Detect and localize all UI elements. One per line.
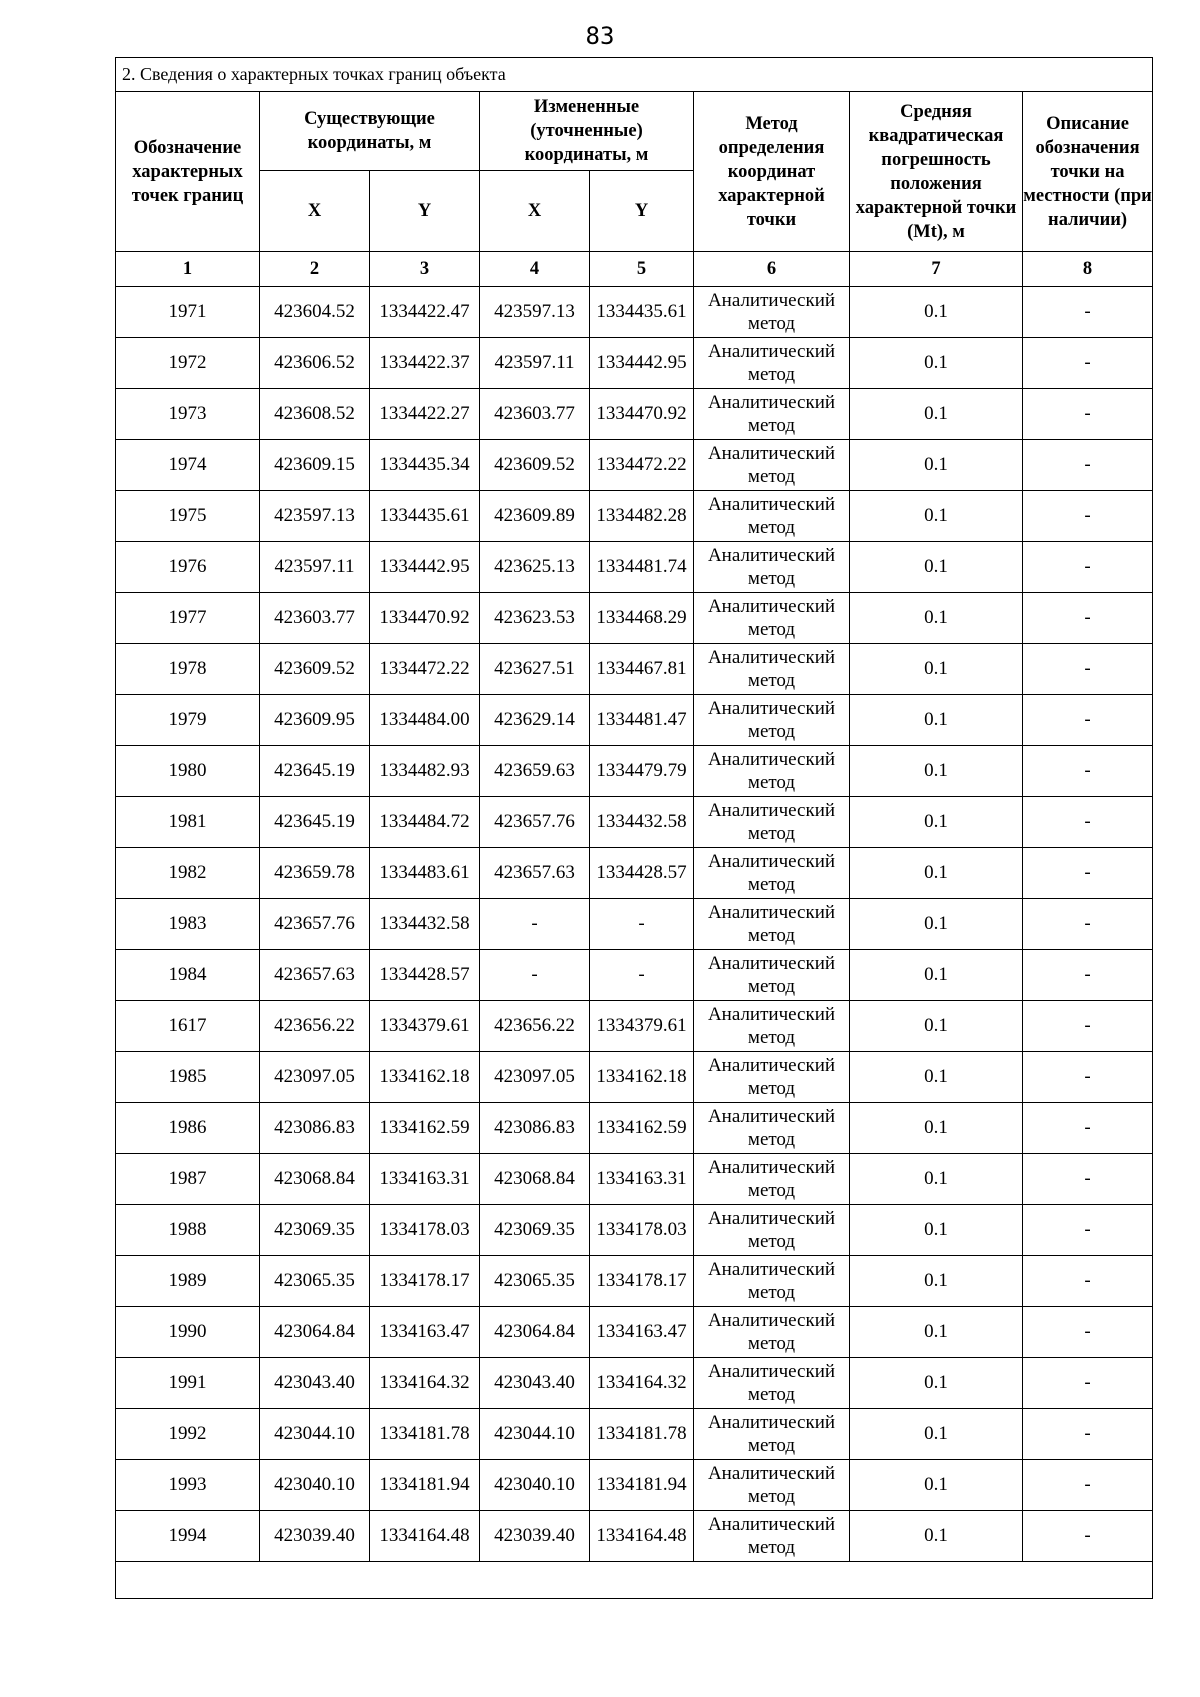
header-point-designation: Обозначение характерных точек границ [116, 92, 260, 252]
table-row [116, 1256, 1153, 1307]
existing-y-cell: 1334163.31 [370, 1154, 480, 1205]
point-cell: 1986 [116, 1103, 260, 1154]
point-cell: 1981 [116, 797, 260, 848]
method-cell [694, 695, 850, 746]
existing-x-cell: 423603.77 [260, 593, 370, 644]
error-cell: 0.1 [850, 1307, 1023, 1358]
method-cell [694, 1256, 850, 1307]
existing-y-cell: 1334483.61 [370, 848, 480, 899]
changed-y-cell: 1334178.03 [590, 1205, 694, 1256]
existing-x-cell: 423609.95 [260, 695, 370, 746]
changed-x-cell: 423597.11 [480, 338, 590, 389]
method-line: Аналитический [707, 800, 836, 821]
page-number: 83 [585, 22, 615, 50]
header-changed-coords: Измененные (уточненные) координаты, м [480, 92, 694, 171]
point-cell: 1974 [116, 440, 260, 491]
method-line: Аналитический [707, 698, 836, 719]
error-cell: 0.1 [850, 1460, 1023, 1511]
changed-x-cell: 423068.84 [480, 1154, 590, 1205]
existing-y-cell: 1334162.18 [370, 1052, 480, 1103]
method-line: Аналитический [707, 341, 836, 362]
error-cell: 0.1 [850, 1256, 1023, 1307]
method-line: метод [747, 1078, 796, 1099]
method-line: Аналитический [707, 1004, 836, 1025]
changed-y-cell: 1334162.18 [590, 1052, 694, 1103]
existing-x-cell: 423597.11 [260, 542, 370, 593]
method-line: метод [747, 1180, 796, 1201]
point-cell: 1992 [116, 1409, 260, 1460]
method-cell [694, 593, 850, 644]
existing-x-cell: 423656.22 [260, 1001, 370, 1052]
method-cell [694, 899, 850, 950]
changed-y-cell: 1334428.57 [590, 848, 694, 899]
table-row [116, 1307, 1153, 1358]
table-row [116, 491, 1153, 542]
column-number-row [116, 252, 1153, 287]
empty-cell [116, 1562, 1153, 1599]
existing-y-cell: 1334164.32 [370, 1358, 480, 1409]
existing-x-cell: 423044.10 [260, 1409, 370, 1460]
changed-x-cell: - [480, 950, 590, 1001]
changed-y-cell: 1334482.28 [590, 491, 694, 542]
table-row [116, 644, 1153, 695]
description-cell: - [1023, 389, 1153, 440]
method-cell [694, 797, 850, 848]
method-line: Аналитический [707, 392, 836, 413]
description-cell: - [1023, 797, 1153, 848]
method-line: метод [747, 874, 796, 895]
error-cell: 0.1 [850, 1052, 1023, 1103]
column-number: 8 [1023, 252, 1153, 287]
changed-y-cell: 1334472.22 [590, 440, 694, 491]
changed-y-cell: 1334468.29 [590, 593, 694, 644]
method-cell [694, 1103, 850, 1154]
method-line: метод [747, 364, 796, 385]
method-line: метод [747, 1384, 796, 1405]
point-cell: 1984 [116, 950, 260, 1001]
changed-y-cell: 1334435.61 [590, 287, 694, 338]
method-line: Аналитический [707, 1310, 836, 1331]
error-cell: 0.1 [850, 1154, 1023, 1205]
changed-x-cell: 423627.51 [480, 644, 590, 695]
method-line: метод [747, 619, 796, 640]
changed-x-cell: 423603.77 [480, 389, 590, 440]
existing-x-cell: 423657.63 [260, 950, 370, 1001]
header-changed-y: Y [590, 171, 694, 252]
changed-x-cell: 423064.84 [480, 1307, 590, 1358]
existing-y-cell: 1334484.72 [370, 797, 480, 848]
existing-y-cell: 1334162.59 [370, 1103, 480, 1154]
changed-y-cell: 1334181.94 [590, 1460, 694, 1511]
changed-x-cell: 423097.05 [480, 1052, 590, 1103]
changed-x-cell: 423597.13 [480, 287, 590, 338]
existing-x-cell: 423097.05 [260, 1052, 370, 1103]
table-row [116, 848, 1153, 899]
method-line: метод [747, 721, 796, 742]
existing-x-cell: 423609.52 [260, 644, 370, 695]
method-line: Аналитический [707, 1514, 836, 1535]
method-cell [694, 1460, 850, 1511]
changed-y-cell: 1334178.17 [590, 1256, 694, 1307]
changed-y-cell: 1334481.74 [590, 542, 694, 593]
method-cell [694, 1001, 850, 1052]
existing-y-cell: 1334470.92 [370, 593, 480, 644]
method-line: Аналитический [707, 1361, 836, 1382]
table-row [116, 440, 1153, 491]
existing-y-cell: 1334432.58 [370, 899, 480, 950]
method-cell [694, 848, 850, 899]
header-existing-x: X [260, 171, 370, 252]
method-line: метод [747, 466, 796, 487]
method-line: метод [747, 976, 796, 997]
changed-y-cell: 1334479.79 [590, 746, 694, 797]
error-cell: 0.1 [850, 1409, 1023, 1460]
error-cell: 0.1 [850, 440, 1023, 491]
existing-y-cell: 1334442.95 [370, 542, 480, 593]
column-number: 7 [850, 252, 1023, 287]
existing-x-cell: 423645.19 [260, 746, 370, 797]
method-line: Аналитический [707, 1106, 836, 1127]
method-line: метод [747, 1231, 796, 1252]
table-row [116, 1511, 1153, 1562]
point-cell: 1976 [116, 542, 260, 593]
header-error: Средняя квадратическая погрешность положения характерной точки (Mt), м [850, 92, 1023, 252]
description-cell: - [1023, 1205, 1153, 1256]
method-line: Аналитический [707, 749, 836, 770]
changed-x-cell: 423609.89 [480, 491, 590, 542]
error-cell: 0.1 [850, 1358, 1023, 1409]
changed-x-cell: 423625.13 [480, 542, 590, 593]
changed-x-cell: 423657.63 [480, 848, 590, 899]
changed-y-cell: 1334162.59 [590, 1103, 694, 1154]
method-line: Аналитический [707, 1412, 836, 1433]
table-row [116, 1460, 1153, 1511]
existing-y-cell: 1334164.48 [370, 1511, 480, 1562]
table-row [116, 797, 1153, 848]
method-cell [694, 644, 850, 695]
error-cell: 0.1 [850, 287, 1023, 338]
changed-y-cell: 1334163.47 [590, 1307, 694, 1358]
error-cell: 0.1 [850, 695, 1023, 746]
description-cell: - [1023, 593, 1153, 644]
description-cell: - [1023, 338, 1153, 389]
changed-x-cell: 423044.10 [480, 1409, 590, 1460]
changed-y-cell: - [590, 950, 694, 1001]
description-cell: - [1023, 1103, 1153, 1154]
point-cell: 1971 [116, 287, 260, 338]
existing-y-cell: 1334435.61 [370, 491, 480, 542]
point-cell: 1972 [116, 338, 260, 389]
method-cell [694, 287, 850, 338]
error-cell: 0.1 [850, 950, 1023, 1001]
existing-x-cell: 423645.19 [260, 797, 370, 848]
point-cell: 1988 [116, 1205, 260, 1256]
description-cell: - [1023, 542, 1153, 593]
method-line: Аналитический [707, 1259, 836, 1280]
error-cell: 0.1 [850, 338, 1023, 389]
description-cell: - [1023, 1256, 1153, 1307]
description-cell: - [1023, 746, 1153, 797]
method-line: Аналитический [707, 443, 836, 464]
description-cell: - [1023, 1052, 1153, 1103]
boundary-points-table [115, 57, 1153, 1599]
table-row [116, 542, 1153, 593]
table-row [116, 950, 1153, 1001]
point-cell: 1973 [116, 389, 260, 440]
method-cell [694, 542, 850, 593]
method-line: метод [747, 1282, 796, 1303]
table-row [116, 1409, 1153, 1460]
description-cell: - [1023, 287, 1153, 338]
method-line: метод [747, 823, 796, 844]
header-description: Описание обозначения точки на местности (при наличии) [1023, 92, 1153, 252]
existing-y-cell: 1334379.61 [370, 1001, 480, 1052]
existing-x-cell: 423659.78 [260, 848, 370, 899]
changed-x-cell: 423043.40 [480, 1358, 590, 1409]
changed-x-cell: 423039.40 [480, 1511, 590, 1562]
method-line: метод [747, 313, 796, 334]
existing-y-cell: 1334428.57 [370, 950, 480, 1001]
existing-y-cell: 1334435.34 [370, 440, 480, 491]
description-cell: - [1023, 491, 1153, 542]
changed-y-cell: 1334481.47 [590, 695, 694, 746]
column-number: 5 [590, 252, 694, 287]
existing-y-cell: 1334163.47 [370, 1307, 480, 1358]
section-title: 2. Сведения о характерных точках границ объекта [116, 58, 1153, 92]
header-existing-coords: Существующие координаты, м [260, 92, 480, 171]
point-cell: 1977 [116, 593, 260, 644]
changed-y-cell: 1334442.95 [590, 338, 694, 389]
table-row [116, 389, 1153, 440]
existing-y-cell: 1334422.27 [370, 389, 480, 440]
method-line: Аналитический [707, 851, 836, 872]
description-cell: - [1023, 1358, 1153, 1409]
changed-y-cell: 1334432.58 [590, 797, 694, 848]
existing-y-cell: 1334484.00 [370, 695, 480, 746]
column-number: 2 [260, 252, 370, 287]
point-cell: 1979 [116, 695, 260, 746]
point-cell: 1991 [116, 1358, 260, 1409]
description-cell: - [1023, 950, 1153, 1001]
point-cell: 1987 [116, 1154, 260, 1205]
existing-x-cell: 423069.35 [260, 1205, 370, 1256]
error-cell: 0.1 [850, 899, 1023, 950]
error-cell: 0.1 [850, 848, 1023, 899]
error-cell: 0.1 [850, 389, 1023, 440]
error-cell: 0.1 [850, 491, 1023, 542]
table-row [116, 1052, 1153, 1103]
changed-x-cell: 423069.35 [480, 1205, 590, 1256]
point-cell: 1990 [116, 1307, 260, 1358]
point-cell: 1975 [116, 491, 260, 542]
point-cell: 1994 [116, 1511, 260, 1562]
table-row [116, 1205, 1153, 1256]
changed-x-cell: 423659.63 [480, 746, 590, 797]
method-line: Аналитический [707, 902, 836, 923]
method-line: метод [747, 568, 796, 589]
method-line: метод [747, 925, 796, 946]
table-row [116, 1358, 1153, 1409]
description-cell: - [1023, 695, 1153, 746]
existing-x-cell: 423043.40 [260, 1358, 370, 1409]
column-number: 1 [116, 252, 260, 287]
changed-x-cell: 423656.22 [480, 1001, 590, 1052]
method-line: Аналитический [707, 1463, 836, 1484]
table-row [116, 287, 1153, 338]
description-cell: - [1023, 644, 1153, 695]
changed-y-cell: 1334470.92 [590, 389, 694, 440]
method-cell [694, 1511, 850, 1562]
error-cell: 0.1 [850, 1205, 1023, 1256]
existing-y-cell: 1334422.47 [370, 287, 480, 338]
existing-x-cell: 423609.15 [260, 440, 370, 491]
method-line: Аналитический [707, 953, 836, 974]
table-row [116, 1103, 1153, 1154]
description-cell: - [1023, 1511, 1153, 1562]
point-cell: 1993 [116, 1460, 260, 1511]
description-cell: - [1023, 440, 1153, 491]
changed-y-cell: 1334164.48 [590, 1511, 694, 1562]
method-line: Аналитический [707, 1055, 836, 1076]
point-cell: 1989 [116, 1256, 260, 1307]
existing-y-cell: 1334482.93 [370, 746, 480, 797]
existing-x-cell: 423606.52 [260, 338, 370, 389]
existing-y-cell: 1334472.22 [370, 644, 480, 695]
table-row [116, 338, 1153, 389]
description-cell: - [1023, 1409, 1153, 1460]
method-line: Аналитический [707, 1208, 836, 1229]
error-cell: 0.1 [850, 644, 1023, 695]
changed-y-cell: 1334379.61 [590, 1001, 694, 1052]
changed-x-cell: 423609.52 [480, 440, 590, 491]
method-line: метод [747, 772, 796, 793]
method-cell [694, 1052, 850, 1103]
point-cell: 1982 [116, 848, 260, 899]
changed-x-cell: 423657.76 [480, 797, 590, 848]
method-line: метод [747, 1486, 796, 1507]
description-cell: - [1023, 899, 1153, 950]
point-cell: 1985 [116, 1052, 260, 1103]
existing-y-cell: 1334181.94 [370, 1460, 480, 1511]
method-line: метод [747, 415, 796, 436]
method-cell [694, 1358, 850, 1409]
column-number: 3 [370, 252, 480, 287]
error-cell: 0.1 [850, 593, 1023, 644]
method-cell [694, 1205, 850, 1256]
method-line: Аналитический [707, 647, 836, 668]
changed-x-cell: 423065.35 [480, 1256, 590, 1307]
method-cell [694, 1307, 850, 1358]
existing-x-cell: 423657.76 [260, 899, 370, 950]
method-line: Аналитический [707, 545, 836, 566]
error-cell: 0.1 [850, 797, 1023, 848]
existing-x-cell: 423608.52 [260, 389, 370, 440]
table-row [116, 1154, 1153, 1205]
existing-y-cell: 1334422.37 [370, 338, 480, 389]
column-number: 6 [694, 252, 850, 287]
description-cell: - [1023, 1307, 1153, 1358]
existing-x-cell: 423064.84 [260, 1307, 370, 1358]
table-row [116, 695, 1153, 746]
existing-x-cell: 423068.84 [260, 1154, 370, 1205]
table-row [116, 746, 1153, 797]
existing-x-cell: 423065.35 [260, 1256, 370, 1307]
error-cell: 0.1 [850, 1103, 1023, 1154]
header-changed-x: X [480, 171, 590, 252]
error-cell: 0.1 [850, 1511, 1023, 1562]
existing-x-cell: 423040.10 [260, 1460, 370, 1511]
changed-y-cell: - [590, 899, 694, 950]
point-cell: 1617 [116, 1001, 260, 1052]
method-cell [694, 950, 850, 1001]
changed-y-cell: 1334163.31 [590, 1154, 694, 1205]
method-line: метод [747, 1435, 796, 1456]
existing-y-cell: 1334178.17 [370, 1256, 480, 1307]
changed-y-cell: 1334467.81 [590, 644, 694, 695]
error-cell: 0.1 [850, 542, 1023, 593]
table-row [116, 593, 1153, 644]
changed-y-cell: 1334181.78 [590, 1409, 694, 1460]
method-line: Аналитический [707, 290, 836, 311]
method-cell [694, 1154, 850, 1205]
method-line: метод [747, 1333, 796, 1354]
description-cell: - [1023, 1154, 1153, 1205]
existing-x-cell: 423086.83 [260, 1103, 370, 1154]
existing-x-cell: 423597.13 [260, 491, 370, 542]
existing-y-cell: 1334181.78 [370, 1409, 480, 1460]
method-line: метод [747, 1537, 796, 1558]
column-number: 4 [480, 252, 590, 287]
method-cell [694, 440, 850, 491]
method-line: метод [747, 1027, 796, 1048]
point-cell: 1983 [116, 899, 260, 950]
method-line: Аналитический [707, 494, 836, 515]
method-line: метод [747, 517, 796, 538]
method-cell [694, 389, 850, 440]
table-row [116, 899, 1153, 950]
method-line: Аналитический [707, 1157, 836, 1178]
existing-x-cell: 423039.40 [260, 1511, 370, 1562]
point-cell: 1980 [116, 746, 260, 797]
method-cell [694, 338, 850, 389]
changed-x-cell: 423629.14 [480, 695, 590, 746]
changed-x-cell: 423040.10 [480, 1460, 590, 1511]
existing-x-cell: 423604.52 [260, 287, 370, 338]
method-cell [694, 746, 850, 797]
description-cell: - [1023, 1001, 1153, 1052]
method-cell [694, 491, 850, 542]
changed-x-cell: 423623.53 [480, 593, 590, 644]
error-cell: 0.1 [850, 746, 1023, 797]
table-row [116, 1001, 1153, 1052]
method-line: метод [747, 670, 796, 691]
existing-y-cell: 1334178.03 [370, 1205, 480, 1256]
changed-x-cell: 423086.83 [480, 1103, 590, 1154]
changed-y-cell: 1334164.32 [590, 1358, 694, 1409]
method-line: метод [747, 1129, 796, 1150]
header-existing-y: Y [370, 171, 480, 252]
error-cell: 0.1 [850, 1001, 1023, 1052]
changed-x-cell: - [480, 899, 590, 950]
description-cell: - [1023, 848, 1153, 899]
empty-footer-row [116, 1562, 1153, 1599]
method-cell [694, 1409, 850, 1460]
header-method: Метод определения координат характерной точки [694, 92, 850, 252]
point-cell: 1978 [116, 644, 260, 695]
description-cell: - [1023, 1460, 1153, 1511]
method-line: Аналитический [707, 596, 836, 617]
